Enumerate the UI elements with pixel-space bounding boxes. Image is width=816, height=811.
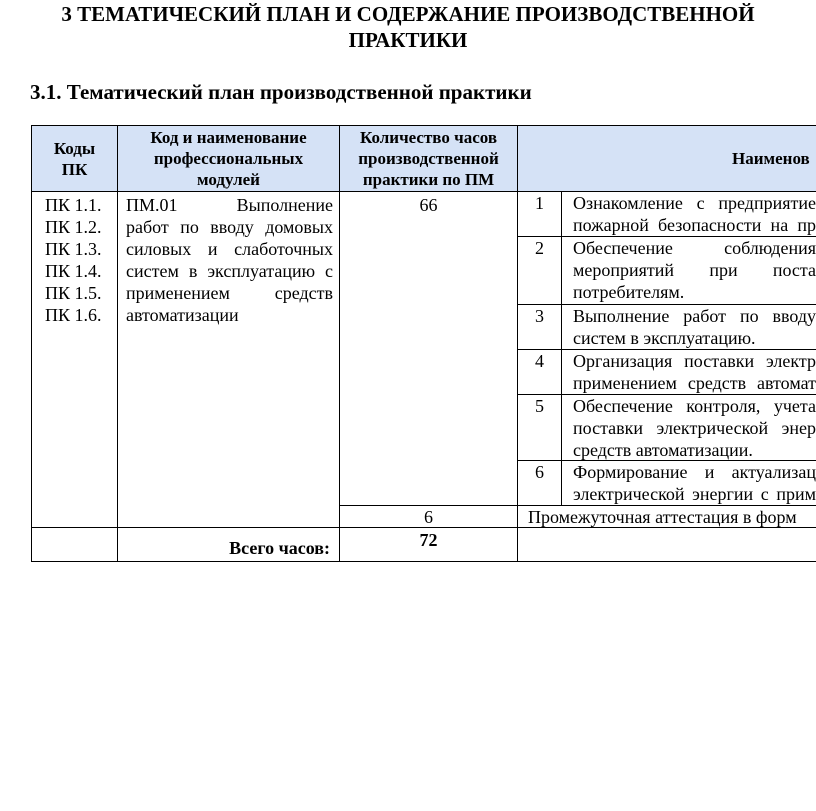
topic-number-cell — [518, 237, 562, 305]
topic-text-line: Формирование и актуализац — [573, 462, 816, 482]
topic-number-cell — [518, 305, 562, 350]
topic-text-line: потребителям. — [573, 282, 685, 302]
competency-code: ПК 1.2. — [45, 217, 102, 237]
topic-text-line: Обеспечение соблюдения — [573, 238, 816, 258]
header-cell-hours — [340, 126, 518, 192]
topic-number: 5 — [535, 396, 544, 416]
topic-number: 2 — [535, 238, 544, 258]
topic-text-cell — [562, 461, 816, 506]
topic-number-cell — [518, 461, 562, 506]
total-hours: 72 — [419, 530, 438, 550]
module-text-line: автоматизации — [126, 305, 239, 325]
assessment-hours-cell — [340, 506, 518, 528]
thematic-plan-table — [31, 125, 816, 562]
topic-text-cell — [562, 192, 816, 237]
topic-text-line: мероприятий при поста — [573, 260, 816, 280]
module-text-line: ПМ.01 Выполнение — [126, 195, 333, 215]
module-text-line: применением средств — [126, 283, 333, 303]
topic-text-line: применением средств автомат — [573, 373, 816, 393]
competency-code: ПК 1.6. — [45, 305, 102, 325]
topic-number-cell — [518, 192, 562, 237]
topic-number: 4 — [535, 351, 544, 371]
topic-number-cell — [518, 395, 562, 461]
competency-codes-cell — [32, 192, 118, 528]
topic-number: 6 — [535, 462, 544, 482]
topic-number: 1 — [535, 193, 544, 213]
header-text-line: профессиональных — [153, 149, 304, 168]
assessment-hours: 6 — [424, 507, 433, 527]
topic-text-line: Обеспечение контроля, учета — [573, 396, 816, 416]
section-heading — [0, 1, 816, 53]
module-text-line: работ по вводу домовых — [126, 217, 333, 237]
module-text-line: силовых и слаботочных — [126, 239, 333, 259]
total-label-cell — [118, 528, 340, 562]
header-text-line: практики по ПМ — [362, 170, 495, 189]
competency-code: ПК 1.1. — [45, 195, 102, 215]
total-hours-cell — [340, 528, 518, 562]
assessment-label-cell — [518, 506, 816, 528]
header-cell-topics — [518, 126, 816, 192]
header-text-line: производственной — [358, 149, 499, 168]
topic-text-line: средств автоматизации. — [573, 440, 753, 460]
topic-number-cell — [518, 350, 562, 395]
topic-text-cell — [562, 395, 816, 461]
section-heading-line: ПРАКТИКИ — [348, 28, 468, 52]
section-heading-line: 3 ТЕМАТИЧЕСКИЙ ПЛАН И СОДЕРЖАНИЕ ПРОИЗВОДСТВЕННОЙ — [61, 2, 755, 26]
subsection-heading: 3.1. Тематический план производственной практики — [30, 80, 532, 104]
assessment-label: Промежуточная аттестация в форм — [528, 507, 797, 527]
topic-number: 3 — [535, 306, 544, 326]
module-hours-value: 66 — [419, 195, 438, 215]
topic-text-line: электрической энергии с прим — [573, 484, 816, 504]
module-text-line: систем в эксплуатацию с — [126, 261, 333, 281]
topic-text-cell — [562, 350, 816, 395]
header-text-line: ПК — [61, 159, 88, 179]
topic-text-line: Ознакомление с предприятие — [573, 193, 816, 213]
competency-code: ПК 1.4. — [45, 261, 102, 281]
header-text-line: Код и наименование — [150, 128, 307, 147]
total-label: Всего часов: — [229, 538, 330, 558]
competency-code: ПК 1.5. — [45, 283, 102, 303]
header-text-line: Количество часов — [359, 128, 498, 147]
header-text-line: модулей — [197, 170, 260, 189]
topic-text-line: Организация поставки электр — [573, 351, 816, 371]
module-hours-cell — [340, 192, 518, 506]
topic-text-line: поставки электрической энер — [573, 418, 816, 438]
topic-text-line: пожарной безопасности на пр — [573, 215, 816, 235]
module-name-cell — [118, 192, 340, 528]
header-text-line: Наименов — [732, 149, 810, 168]
total-empty-cell — [518, 528, 816, 562]
header-cell-codes — [32, 126, 118, 192]
topic-text-line: систем в эксплуатацию. — [573, 328, 756, 348]
header-text-line: Коды — [53, 138, 96, 158]
competency-code: ПК 1.3. — [45, 239, 102, 259]
header-cell-module — [118, 126, 340, 192]
topic-text-cell — [562, 305, 816, 350]
topic-text-line: Выполнение работ по вводу — [573, 306, 816, 326]
total-empty-cell — [32, 528, 118, 562]
topic-text-cell — [562, 237, 816, 305]
